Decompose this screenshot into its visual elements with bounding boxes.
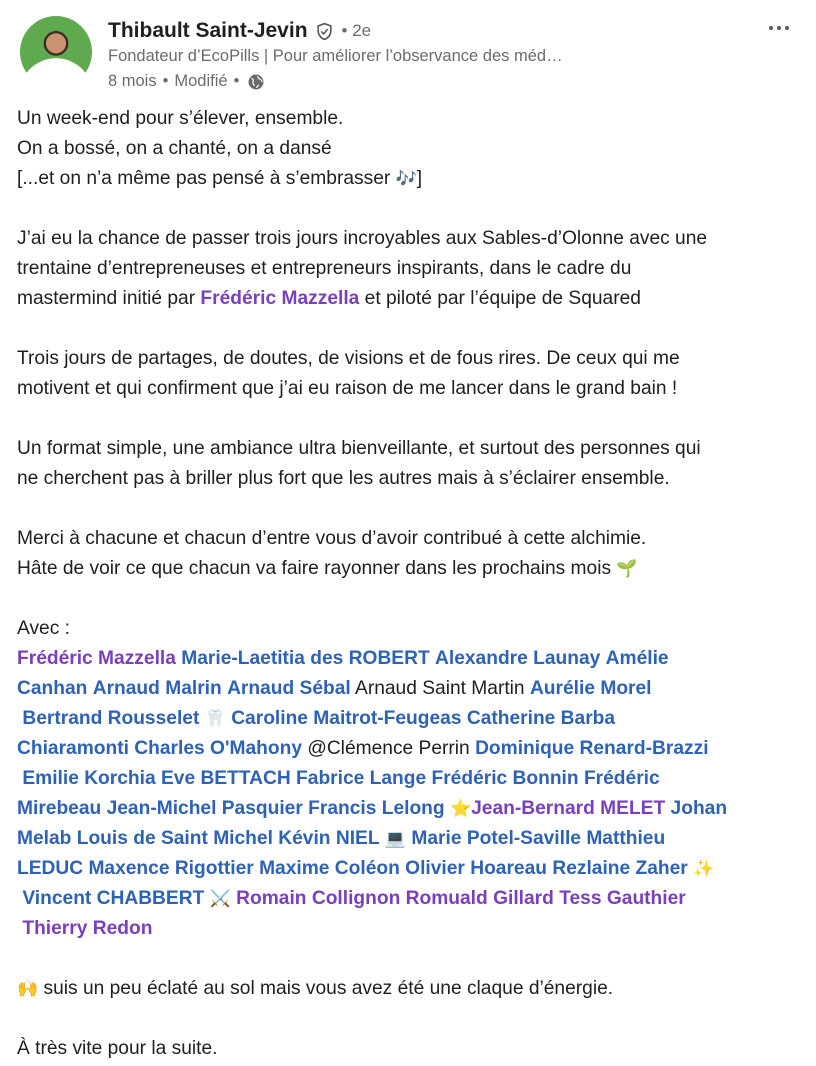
text-line: Hâte de voir ce que chacun va faire rayonner dans les prochains mois 🌱 xyxy=(17,558,638,579)
tag-link[interactable]: Jean-Michel Pasquier xyxy=(106,798,303,819)
connection-degree: • 2e xyxy=(341,21,372,40)
mention-link[interactable]: Romuald Gillard xyxy=(405,888,554,909)
text-line: On a bossé, on a chanté, on a dansé xyxy=(17,138,332,159)
tooth-emoji: 🦷 xyxy=(204,709,226,729)
text-line: Trois jours de partages, de doutes, de visions et de fous rires. De ceux qui me xyxy=(17,348,680,369)
post-meta: 8 mois • Modifié • xyxy=(108,72,736,91)
text-line: 🙌 suis un peu éclaté au sol mais vous avez été une claque d’énergie. xyxy=(17,978,614,999)
tag-link[interactable]: Amélie xyxy=(605,648,669,669)
author-info xyxy=(108,16,736,91)
mention-link[interactable]: Thierry Redon xyxy=(22,918,153,939)
tags-line xyxy=(17,854,807,884)
star-emoji: ⭐ xyxy=(449,799,472,819)
mention-link[interactable]: Tess Gauthier xyxy=(559,888,686,909)
tags-line xyxy=(17,824,807,854)
tag-link[interactable]: Marie-Laetitia des ROBERT xyxy=(181,648,430,669)
tag-link[interactable]: Emilie Korchia xyxy=(22,768,156,789)
post-header xyxy=(20,16,796,92)
tag-link[interactable]: Bertrand Rousselet xyxy=(22,708,200,729)
text-line: Un format simple, une ambiance ultra bienveillante, et surtout des personnes qui xyxy=(17,438,701,459)
raising-hands-emoji: 🙌 xyxy=(17,979,39,999)
tags-line xyxy=(17,734,807,764)
tags-line xyxy=(17,884,807,914)
author-name[interactable]: Thibault Saint-Jevin xyxy=(108,19,308,42)
edited-label: Modifié xyxy=(174,72,228,90)
tag-link[interactable]: LEDUC xyxy=(17,858,84,879)
tags-line xyxy=(17,644,807,674)
text-line: À très vite pour la suite. xyxy=(17,1038,218,1059)
shield-check-icon xyxy=(315,22,334,41)
tag-link[interactable]: Maxime Coléon xyxy=(259,858,400,879)
text-line: mastermind initié par Frédéric Mazzella et piloté par l’équipe de Squared xyxy=(17,288,641,309)
tag-link[interactable]: Matthieu xyxy=(586,828,666,849)
tags-line xyxy=(17,764,807,794)
mention-link[interactable]: Frédéric Mazzella xyxy=(17,648,176,669)
tag-link[interactable]: Maxence Rigottier xyxy=(88,858,254,879)
tag-link[interactable]: Johan xyxy=(670,798,728,819)
tag-link[interactable]: Marie Potel-Saville xyxy=(411,828,581,849)
globe-icon xyxy=(247,73,265,91)
text-line: ne cherchent pas à briller plus fort que les autres mais à s’éclairer ensemble. xyxy=(17,468,670,489)
mention-link[interactable]: Romain Collignon xyxy=(236,888,401,909)
text-line: Un week-end pour s’élever, ensemble. xyxy=(17,108,344,129)
tag-link[interactable]: Caroline Maitrot-Feugeas xyxy=(231,708,462,729)
tag-link[interactable]: Charles O'Mahony xyxy=(134,738,302,759)
text-line: J’ai eu la chance de passer trois jours incroyables aux Sables-d’Olonne avec une xyxy=(17,228,708,249)
tag-link[interactable]: Aurélie Morel xyxy=(529,678,652,699)
post-age: 8 mois xyxy=(108,72,157,90)
tag-link[interactable]: Olivier Hoareau xyxy=(405,858,547,879)
plain-name: Arnaud Saint Martin xyxy=(355,678,525,699)
author-avatar[interactable] xyxy=(20,16,92,88)
tag-link[interactable]: Frédéric Bonnin xyxy=(431,768,579,789)
tag-link[interactable]: Mirebeau xyxy=(17,798,102,819)
more-options-icon[interactable] xyxy=(762,18,796,38)
tag-link[interactable]: Melab xyxy=(17,828,72,849)
text-line: trentaine d’entrepreneuses et entrepreneurs inspirants, dans le cadre du xyxy=(17,258,632,279)
tag-link[interactable]: Catherine Barba xyxy=(466,708,616,729)
tag-link[interactable]: Arnaud Sébal xyxy=(227,678,351,699)
tags-line xyxy=(17,704,807,734)
music-notes-emoji: 🎶 xyxy=(395,169,417,189)
text-line: Avec : xyxy=(17,618,70,639)
seedling-emoji: 🌱 xyxy=(616,559,638,579)
mention-frederic-mazzella[interactable]: Frédéric Mazzella xyxy=(200,288,360,309)
text-line: Merci à chacune et chacun d’entre vous d’avoir contribué à cette alchimie. xyxy=(17,528,647,549)
tag-link[interactable]: Eve BETTACH xyxy=(160,768,291,789)
text-line: [...et on n’a même pas pensé à s’embrasser 🎶] xyxy=(17,168,423,189)
tags-line xyxy=(17,914,807,944)
tag-link[interactable]: Chiaramonti xyxy=(17,738,129,759)
tag-link[interactable]: Francis Lelong xyxy=(308,798,445,819)
author-headline: Fondateur d’EcoPills | Pour améliorer l’observance des méd… xyxy=(108,47,563,65)
tag-link[interactable]: Arnaud Malrin xyxy=(92,678,222,699)
tags-line xyxy=(17,674,807,704)
tag-link[interactable]: Louis de Saint Michel xyxy=(76,828,273,849)
tag-link[interactable]: Vincent CHABBERT xyxy=(22,888,205,909)
post-body xyxy=(17,104,807,1064)
mention-link[interactable]: Jean-Bernard MELET xyxy=(471,798,666,819)
swords-emoji: ⚔️ xyxy=(209,889,231,909)
tag-link[interactable]: Kévin NIEL xyxy=(278,828,380,849)
tag-link[interactable]: Frédéric xyxy=(583,768,660,789)
tag-link[interactable]: Rezlaine Zaher xyxy=(552,858,688,879)
tag-link[interactable]: Fabrice Lange xyxy=(296,768,427,789)
tags-line xyxy=(17,794,807,824)
tag-link[interactable]: Dominique Renard-Brazzi xyxy=(475,738,709,759)
laptop-emoji: 💻 xyxy=(384,829,407,849)
text-line: motivent et qui confirment que j’ai eu raison de me lancer dans le grand bain ! xyxy=(17,378,678,399)
tag-link[interactable]: Canhan xyxy=(17,678,88,699)
plain-name: @Clémence Perrin xyxy=(307,738,470,759)
sparkles-emoji: ✨ xyxy=(693,859,715,879)
tag-link[interactable]: Alexandre Launay xyxy=(435,648,601,669)
